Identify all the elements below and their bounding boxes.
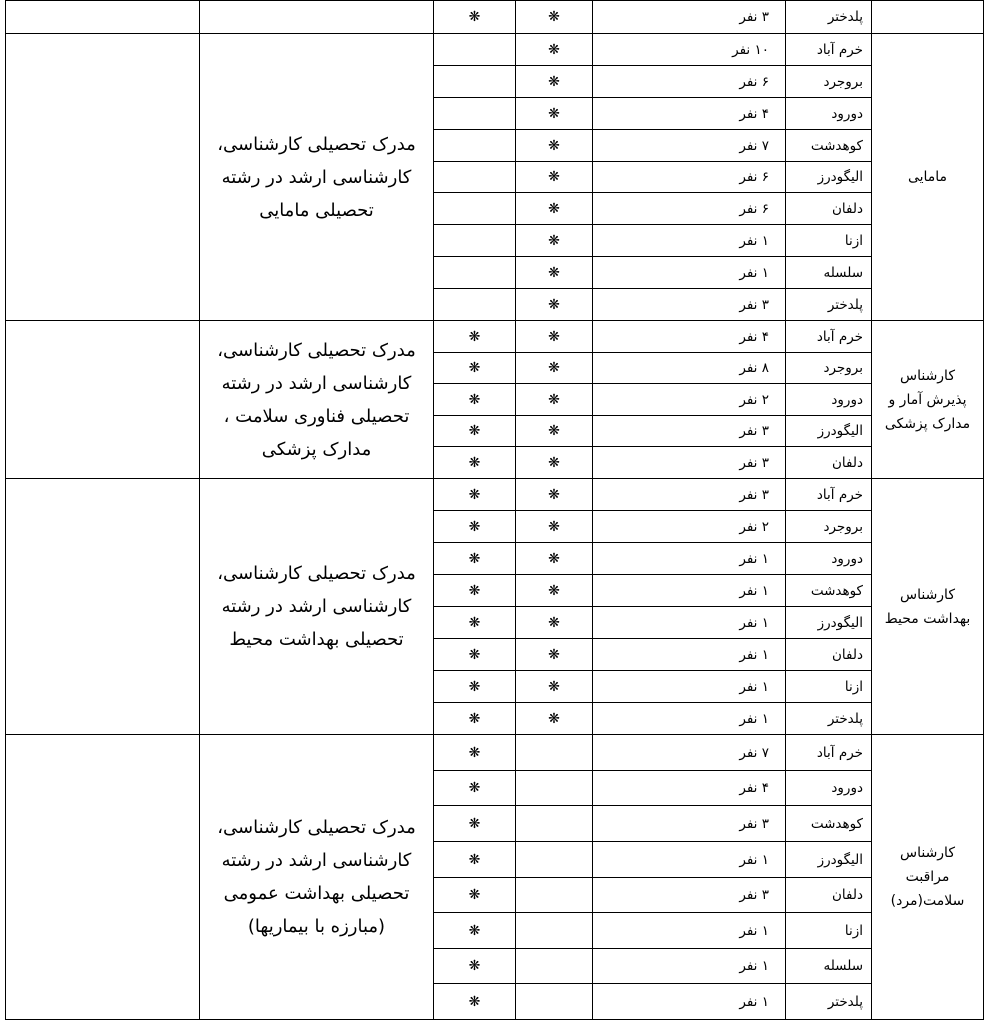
positions-table [5, 0, 983, 1020]
star-mark-icon: ❋ [548, 137, 560, 154]
position-title: مامایی [871, 33, 984, 321]
count-cell: ۱ نفر [592, 606, 786, 639]
star-cell [515, 97, 593, 130]
count-cell: ۶ نفر [592, 161, 786, 193]
star-cell [515, 948, 593, 984]
star-mark-icon: ❋ [548, 169, 560, 185]
star-cell [515, 542, 593, 575]
star-cell [433, 65, 516, 98]
city-cell: پلدختر [785, 0, 872, 34]
count-cell: ۳ نفر [592, 415, 786, 447]
city-cell: کوهدشت [785, 129, 872, 162]
notes-cell [5, 33, 200, 321]
star-mark-icon: ❋ [548, 264, 560, 281]
star-mark-icon: ❋ [548, 614, 560, 631]
count-cell: ۱ نفر [592, 256, 786, 289]
star-mark-icon: ❋ [468, 710, 481, 727]
star-mark-icon: ❋ [548, 232, 560, 249]
position-title: کارشناس بهداشت محیط [871, 478, 984, 735]
star-cell [433, 948, 516, 984]
notes-cell [5, 734, 200, 1020]
star-cell [515, 734, 593, 771]
city-cell: الیگودرز [785, 606, 872, 639]
notes-cell [5, 0, 200, 34]
city-cell: پلدختر [785, 288, 872, 321]
city-cell: ازنا [785, 670, 872, 703]
count-cell: ۱ نفر [592, 983, 786, 1020]
star-mark-icon: ❋ [548, 41, 560, 58]
star-cell [515, 352, 593, 384]
city-cell: دورود [785, 770, 872, 806]
star-mark-icon: ❋ [548, 454, 560, 471]
star-mark-icon: ❋ [548, 423, 560, 439]
count-cell: ۸ نفر [592, 352, 786, 384]
count-cell: ۳ نفر [592, 446, 786, 479]
star-cell [433, 510, 516, 543]
star-mark-icon: ❋ [548, 678, 560, 695]
city-cell: خرم آباد [785, 33, 872, 66]
star-cell [433, 256, 516, 289]
star-mark-icon: ❋ [548, 486, 560, 503]
star-cell [515, 841, 593, 878]
star-mark-icon: ❋ [548, 328, 560, 345]
star-mark-icon: ❋ [468, 328, 481, 345]
star-mark-icon: ❋ [548, 200, 560, 217]
star-cell [433, 912, 516, 949]
city-cell: خرم آباد [785, 734, 872, 771]
star-mark-icon: ❋ [548, 296, 560, 313]
star-cell [433, 983, 516, 1020]
count-cell: ۱ نفر [592, 542, 786, 575]
star-cell [433, 542, 516, 575]
count-cell: ۶ نفر [592, 65, 786, 98]
city-cell: الیگودرز [785, 415, 872, 447]
city-cell: ازنا [785, 912, 872, 949]
star-cell [515, 446, 593, 479]
count-cell: ۳ نفر [592, 805, 786, 842]
star-mark-icon: ❋ [548, 105, 560, 122]
star-cell [515, 606, 593, 639]
star-cell [433, 129, 516, 162]
position-title: کارشناس پذیرش آمار و مدارک پزشکی [871, 320, 984, 479]
notes-cell [5, 320, 200, 479]
title-cell [871, 0, 984, 34]
star-mark-icon: ❋ [548, 73, 560, 90]
star-mark-icon: ❋ [468, 391, 481, 408]
star-cell [433, 192, 516, 225]
star-mark-icon: ❋ [468, 851, 481, 868]
star-cell [515, 224, 593, 257]
city-cell: پلدختر [785, 983, 872, 1020]
star-cell [433, 446, 516, 479]
position-title: کارشناس مراقبت سلامت(مرد) [871, 734, 984, 1020]
section-divider [5, 1019, 983, 1020]
star-mark-icon: ❋ [548, 9, 560, 25]
star-mark-icon: ❋ [468, 887, 481, 903]
star-mark-icon: ❋ [468, 360, 481, 376]
section-divider [5, 0, 983, 1]
star-cell [433, 574, 516, 607]
requirement-text: مدرک تحصیلی کارشناسی، کارشناسی ارشد در رشته تحصیلی مامایی [199, 33, 434, 321]
star-cell [515, 877, 593, 913]
city-cell: دورود [785, 97, 872, 130]
city-cell: بروجرد [785, 352, 872, 384]
star-cell [433, 638, 516, 671]
count-cell: ۶ نفر [592, 192, 786, 225]
count-cell: ۲ نفر [592, 383, 786, 416]
star-mark-icon: ❋ [468, 582, 481, 599]
star-mark-icon: ❋ [548, 582, 560, 599]
count-cell: ۱ نفر [592, 224, 786, 257]
star-cell [515, 161, 593, 193]
star-mark-icon: ❋ [468, 744, 481, 761]
count-cell: ۷ نفر [592, 129, 786, 162]
star-mark-icon: ❋ [468, 9, 481, 25]
count-cell: ۱ نفر [592, 702, 786, 735]
star-cell [433, 320, 516, 353]
star-cell [433, 0, 516, 34]
count-cell: ۴ نفر [592, 770, 786, 806]
star-cell [433, 478, 516, 511]
city-cell: خرم آباد [785, 320, 872, 353]
star-cell [433, 224, 516, 257]
star-mark-icon: ❋ [468, 922, 481, 939]
city-cell: دلفان [785, 192, 872, 225]
star-mark-icon: ❋ [468, 993, 481, 1010]
star-cell [433, 161, 516, 193]
section-divider [5, 478, 983, 479]
star-cell [515, 65, 593, 98]
star-mark-icon: ❋ [548, 550, 560, 567]
count-cell: ۱ نفر [592, 841, 786, 878]
city-cell: دلفان [785, 446, 872, 479]
star-cell [433, 97, 516, 130]
star-mark-icon: ❋ [468, 486, 481, 503]
star-mark-icon: ❋ [468, 646, 481, 663]
star-cell [515, 574, 593, 607]
star-cell [433, 877, 516, 913]
star-mark-icon: ❋ [468, 815, 481, 832]
star-cell [433, 288, 516, 321]
notes-cell [5, 478, 200, 735]
count-cell: ۱ نفر [592, 638, 786, 671]
star-mark-icon: ❋ [468, 958, 481, 974]
city-cell: پلدختر [785, 702, 872, 735]
count-cell: ۱ نفر [592, 912, 786, 949]
star-cell [515, 670, 593, 703]
city-cell: دلفان [785, 638, 872, 671]
city-cell: دورود [785, 383, 872, 416]
city-cell: کوهدشت [785, 574, 872, 607]
city-cell: بروجرد [785, 65, 872, 98]
star-cell [433, 670, 516, 703]
requirement-text: مدرک تحصیلی کارشناسی، کارشناسی ارشد در رشته تحصیلی بهداشت محیط [199, 478, 434, 735]
requirement-text: مدرک تحصیلی کارشناسی، کارشناسی ارشد در رشته تحصیلی فناوری سلامت ، مدارک پزشکی [199, 320, 434, 479]
star-mark-icon: ❋ [468, 550, 481, 567]
count-cell: ۳ نفر [592, 0, 786, 34]
star-cell [515, 192, 593, 225]
star-mark-icon: ❋ [548, 391, 560, 408]
count-cell: ۳ نفر [592, 877, 786, 913]
star-mark-icon: ❋ [548, 646, 560, 663]
star-mark-icon: ❋ [548, 518, 560, 535]
star-cell [433, 734, 516, 771]
city-cell: الیگودرز [785, 161, 872, 193]
city-cell: سلسله [785, 948, 872, 984]
star-cell [515, 983, 593, 1020]
count-cell: ۲ نفر [592, 510, 786, 543]
count-cell: ۴ نفر [592, 97, 786, 130]
city-cell: دلفان [785, 877, 872, 913]
section-divider [5, 33, 983, 34]
star-cell [515, 129, 593, 162]
city-cell: کوهدشت [785, 805, 872, 842]
star-cell [433, 770, 516, 806]
city-cell: الیگودرز [785, 841, 872, 878]
section-divider [5, 320, 983, 321]
star-cell [433, 383, 516, 416]
star-mark-icon: ❋ [468, 454, 481, 471]
star-cell [433, 33, 516, 66]
star-cell [433, 352, 516, 384]
star-cell [433, 415, 516, 447]
star-cell [515, 638, 593, 671]
requirement-cell [199, 0, 434, 34]
city-cell: سلسله [785, 256, 872, 289]
count-cell: ۱ نفر [592, 948, 786, 984]
star-cell [515, 288, 593, 321]
star-cell [515, 770, 593, 806]
section-divider [5, 734, 983, 735]
star-mark-icon: ❋ [468, 518, 481, 535]
star-cell [433, 841, 516, 878]
star-mark-icon: ❋ [468, 780, 481, 796]
star-cell [515, 415, 593, 447]
star-cell [433, 702, 516, 735]
city-cell: خرم آباد [785, 478, 872, 511]
star-cell [515, 702, 593, 735]
count-cell: ۴ نفر [592, 320, 786, 353]
star-cell [515, 478, 593, 511]
count-cell: ۱ نفر [592, 574, 786, 607]
count-cell: ۳ نفر [592, 288, 786, 321]
count-cell: ۱ نفر [592, 670, 786, 703]
count-cell: ۷ نفر [592, 734, 786, 771]
star-cell [515, 320, 593, 353]
star-cell [515, 805, 593, 842]
star-cell [515, 510, 593, 543]
city-cell: ازنا [785, 224, 872, 257]
star-mark-icon: ❋ [468, 423, 481, 439]
star-cell [515, 256, 593, 289]
count-cell: ۳ نفر [592, 478, 786, 511]
star-mark-icon: ❋ [548, 710, 560, 727]
city-cell: دورود [785, 542, 872, 575]
star-cell [433, 805, 516, 842]
star-cell [515, 0, 593, 34]
star-cell [515, 912, 593, 949]
star-cell [433, 606, 516, 639]
star-mark-icon: ❋ [548, 360, 560, 376]
star-cell [515, 33, 593, 66]
star-mark-icon: ❋ [468, 678, 481, 695]
star-cell [515, 383, 593, 416]
requirement-text: مدرک تحصیلی کارشناسی، کارشناسی ارشد در رشته تحصیلی بهداشت عمومی (مبارزه با بیماریها) [199, 734, 434, 1020]
city-cell: بروجرد [785, 510, 872, 543]
star-mark-icon: ❋ [468, 614, 481, 631]
count-cell: ۱۰ نفر [592, 33, 786, 66]
